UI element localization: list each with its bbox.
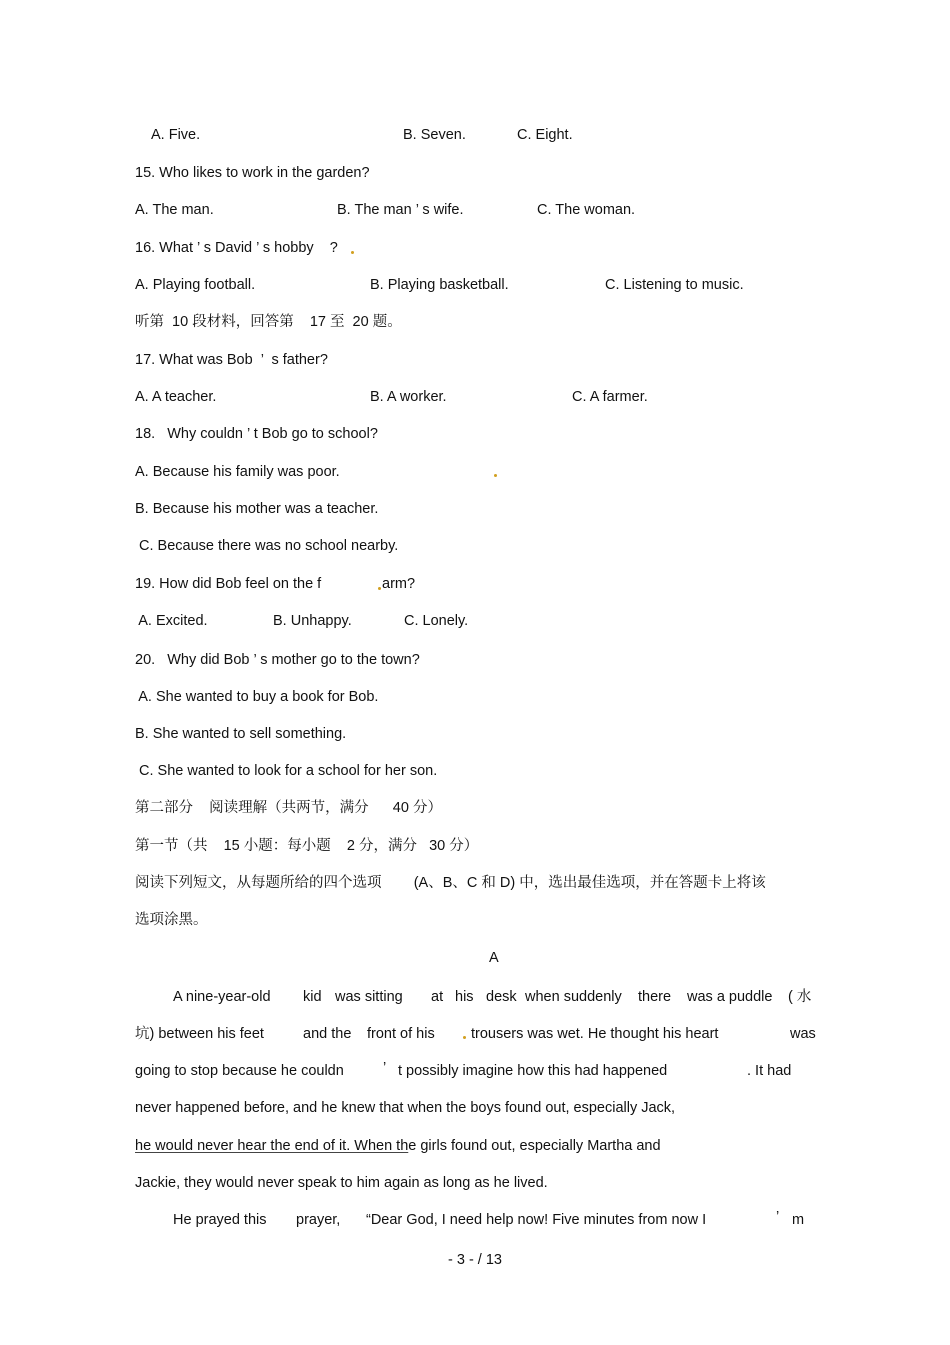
scan-speck <box>351 251 354 254</box>
page-number: - 3 - / 13 <box>448 1252 502 1268</box>
passage-line1-a: A nine-year-old <box>173 989 271 1005</box>
passage-line3-d: . It had <box>747 1063 792 1079</box>
passage-label: A <box>489 950 499 966</box>
q18-option-a: A. Because his family was poor. <box>135 464 340 480</box>
passage-line1-e: his <box>455 989 474 1005</box>
q16-option-a: A. Playing football. <box>135 277 256 293</box>
passage-line7-c: “Dear God, I need help now! Five minutes from now I <box>366 1212 707 1228</box>
q20-option-c: C. She wanted to look for a school for her son. <box>135 763 438 779</box>
q16-option-c: C. Listening to music. <box>605 277 744 293</box>
q15-option-c: C. The woman. <box>537 202 636 218</box>
passage-line2-c: front of his <box>367 1026 435 1042</box>
q16-option-b: B. Playing basketball. <box>370 277 509 293</box>
q19-question-part1: 19. How did Bob feel on the f <box>135 576 322 592</box>
passage-line1-j: ( 水 <box>788 989 812 1005</box>
q15-question: 15. Who likes to work in the garden? <box>135 165 370 181</box>
q17-question: 17. What was Bob ’ s father? <box>135 352 328 368</box>
q17-option-b: B. A worker. <box>370 389 447 405</box>
q18-question: 18. Why couldn ’ t Bob go to school? <box>135 426 378 442</box>
passage-line4: never happened before, and he knew that when the boys found out, especially Jack, <box>135 1100 676 1116</box>
q20-option-b: B. She wanted to sell something. <box>135 726 347 742</box>
q20-question: 20. Why did Bob ’ s mother go to the town? <box>135 652 420 668</box>
q18-option-c: C. Because there was no school nearby. <box>135 538 399 554</box>
part2-section1: 第一节（共 15 小题：每小题 2 分，满分 30 分） <box>135 838 479 854</box>
passage-line7-d: ’ <box>776 1209 780 1225</box>
passage-line7-b: prayer, <box>296 1212 341 1228</box>
passage-line5-underlined: he would never hear the end of it. When th <box>135 1138 409 1154</box>
passage-line5 <box>135 1137 661 1155</box>
scan-speck <box>494 474 497 477</box>
passage-line2-b: and the <box>303 1026 352 1042</box>
scan-speck <box>378 587 381 590</box>
passage-line1-c: was sitting <box>335 989 403 1005</box>
passage-line2-e: was <box>790 1026 816 1042</box>
q19-option-a: A. Excited. <box>135 613 208 629</box>
q17-option-a: A. A teacher. <box>135 389 217 405</box>
passage-line7-e: m <box>792 1212 805 1228</box>
passage-line3-b: ’ <box>383 1060 387 1076</box>
q15-option-b: B. The man ’ s wife. <box>337 202 464 218</box>
passage-line1-b: kid <box>303 989 322 1005</box>
scan-speck <box>463 1036 466 1039</box>
passage-line2-d: trousers was wet. He thought his heart <box>471 1026 719 1042</box>
passage-line3-a: going to stop because he couldn <box>135 1063 344 1079</box>
section-10-instruction: 听第 10 段材料，回答第 17 至 20 题。 <box>135 314 402 330</box>
q18-option-b: B. Because his mother was a teacher. <box>135 501 379 517</box>
passage-line7-a: He prayed this <box>173 1212 267 1228</box>
q14-option-a: A. Five. <box>151 127 201 143</box>
passage-line1-h: there <box>638 989 672 1005</box>
passage-line3-c: t possibly imagine how this had happened <box>398 1063 668 1079</box>
q15-option-a: A. The man. <box>135 202 214 218</box>
q17-option-c: C. A farmer. <box>572 389 648 405</box>
q14-option-b: B. Seven. <box>403 127 466 143</box>
q19-question-part2: arm? <box>382 576 416 592</box>
passage-line1-i: was a puddle <box>687 989 773 1005</box>
q20-option-a: A. She wanted to buy a book for Bob. <box>135 689 379 705</box>
passage-line1-g: when suddenly <box>525 989 622 1005</box>
passage-line6: Jackie, they would never speak to him again as long as he lived. <box>135 1175 548 1191</box>
part2-instruction-line1: 阅读下列短文，从每题所给的四个选项 (A、B、C 和 D) 中，选出最佳选项，并在答题卡上将该 <box>135 875 766 891</box>
q19-option-b: B. Unhappy. <box>273 613 352 629</box>
passage-line5-rest: e girls found out, especially Martha and <box>408 1138 661 1154</box>
q19-option-c: C. Lonely. <box>404 613 469 629</box>
passage-line2-a: 坑) between his feet <box>135 1026 264 1042</box>
q16-question: 16. What ’ s David ’ s hobby ? <box>135 240 338 256</box>
part2-heading: 第二部分 阅读理解（共两节，满分 40 分） <box>135 800 442 816</box>
passage-line1-d: at <box>431 989 444 1005</box>
passage-line1-f: desk <box>486 989 517 1005</box>
q14-option-c: C. Eight. <box>517 127 573 143</box>
part2-instruction-line2: 选项涂黑。 <box>135 912 208 928</box>
